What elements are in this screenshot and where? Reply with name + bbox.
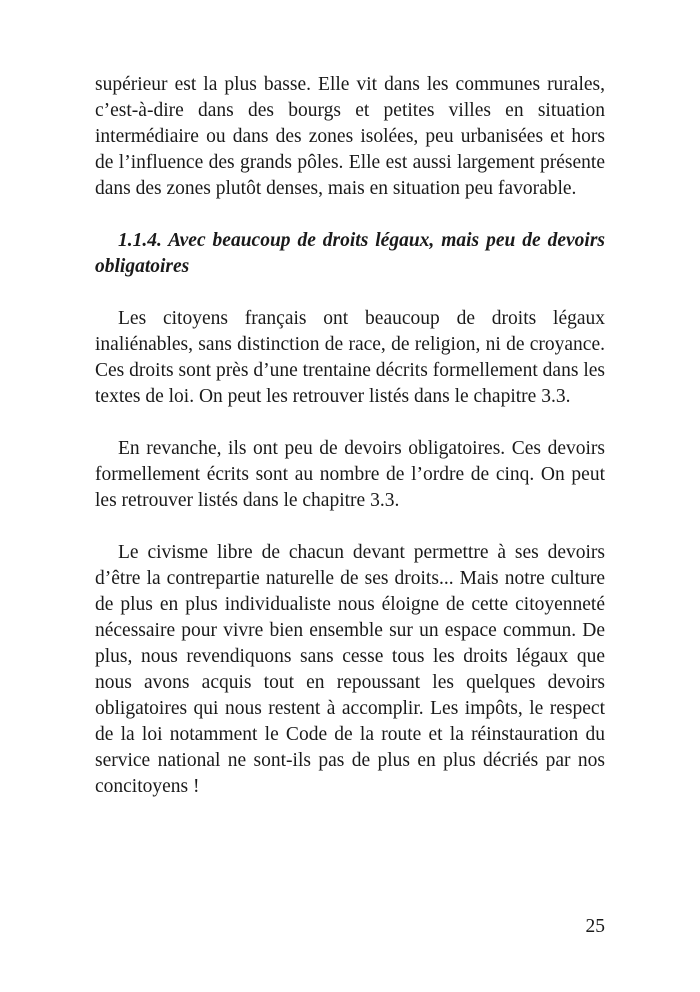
section-heading: 1.1.4. Avec beaucoup de droits légaux, mais peu de devoirs obligatoires — [95, 230, 605, 277]
paragraph-continuation: supérieur est la plus basse. Elle vit dans les communes rurales, c’est-à-dire dans des bourgs et petites villes en situation intermédiaire ou dans des zones isolées, peu urbanisées et hors de l’influence des grands pôles. Elle est aussi largement présente dans des zones plutôt denses, mais en situation peu favorable. — [95, 74, 605, 199]
paragraph-duties: En revanche, ils ont peu de devoirs obligatoires. Ces devoirs formellement écrits sont au nombre de l’ordre de cinq. On peut les retrouver listés dans le chapitre 3.3. — [95, 438, 605, 511]
page-body — [95, 72, 605, 800]
paragraph-civism: Le civisme libre de chacun devant permettre à ses devoirs d’être la contrepartie naturelle de ses droits... Mais notre culture de plus en plus individualiste nous éloigne de cette citoyenneté nécessaire pour vivre bien ensemble sur un espace commun. De plus, nous revendiquons sans cesse tous les droits légaux que nous avons acquis tout en repoussant les quelques devoirs obligatoires qui nous restent à accomplir. Les impôts, le respect de la loi notamment le Code de la route et la réinstauration du service national ne sont-ils pas de plus en plus décriés par nos concitoyens ! — [95, 542, 605, 797]
page-number: 25 — [585, 916, 605, 937]
paragraph-rights: Les citoyens français ont beaucoup de droits légaux inaliénables, sans distinction de race, de religion, ni de croyance. Ces droits sont près d’une trentaine décrits formellement dans les textes de loi. On peut les retrouver listés dans le chapitre 3.3. — [95, 308, 605, 407]
